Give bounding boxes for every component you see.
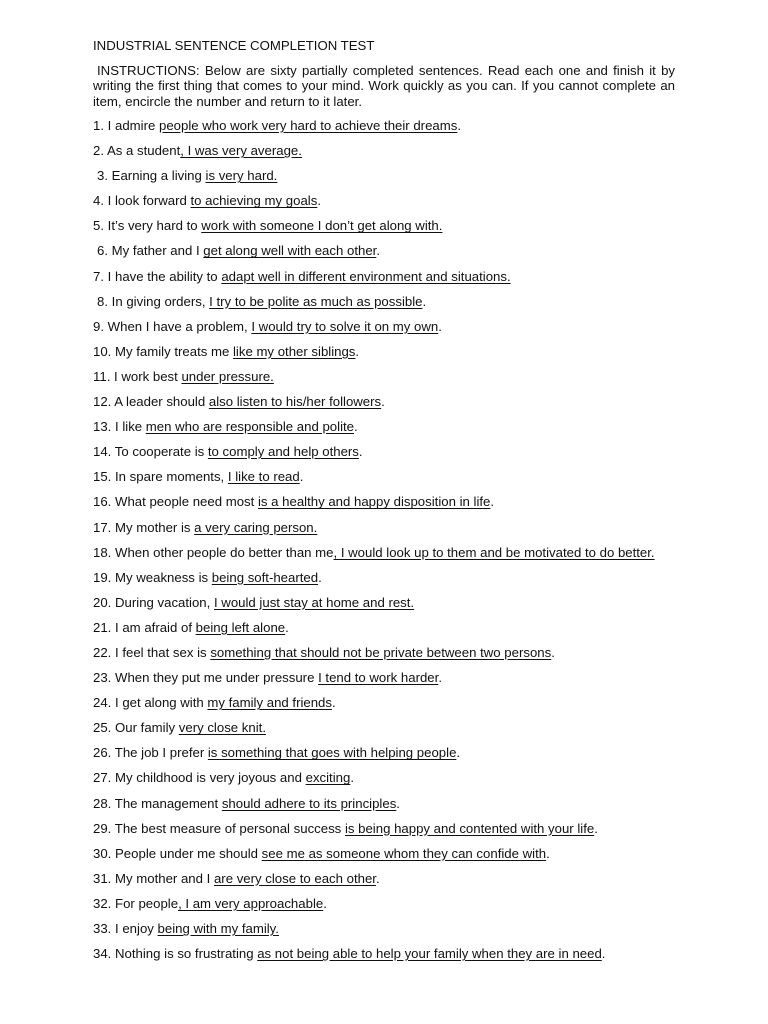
item-stem: My mother and I — [115, 870, 214, 886]
item-stem: My childhood is very joyous and — [115, 770, 306, 786]
item-number: 21. — [93, 619, 112, 635]
item-answer: my family and friends — [207, 695, 332, 711]
item-stem: I like — [115, 419, 146, 435]
sentence-item — [93, 344, 675, 360]
item-answer: to achieving my goals — [190, 193, 318, 209]
item-answer: being with my family. — [157, 921, 279, 936]
sentence-item — [93, 444, 675, 460]
item-answer: are very close to each other — [213, 870, 376, 886]
item-stem: I enjoy — [115, 921, 158, 936]
sentence-item — [93, 871, 675, 887]
instructions-paragraph: INSTRUCTIONS: Below are sixty partially completed sentences. Read each one and finish it by writing the first thing that comes to your mind. Work quickly as you can. If you cannot complete an item, encircle the number and return to it later. — [93, 62, 675, 109]
item-stem: I have the ability to — [107, 268, 222, 284]
item-number: 29. — [93, 820, 112, 836]
item-stem: I admire — [107, 118, 159, 133]
item-answer: is a healthy and happy disposition in life — [257, 494, 491, 510]
item-tail: . — [601, 946, 606, 962]
item-number: 13. — [93, 419, 112, 435]
item-stem: What people need most — [115, 494, 258, 510]
sentence-item — [93, 469, 675, 485]
sentence-item — [93, 921, 675, 937]
sentence-item — [93, 168, 675, 184]
item-tail: . — [285, 619, 289, 635]
item-stem: It’s very hard to — [107, 218, 202, 234]
item-stem: My weakness is — [115, 569, 212, 585]
item-tail: . — [438, 670, 442, 686]
sentence-item — [93, 570, 675, 586]
item-number: 24. — [93, 695, 112, 711]
sentence-item — [93, 294, 675, 310]
item-number: 20. — [93, 594, 112, 610]
item-stem: The best measure of personal success — [114, 820, 345, 836]
item-stem: I feel that sex is — [115, 644, 211, 660]
item-answer: very close knit. — [178, 720, 266, 736]
sentence-item — [93, 796, 675, 812]
sentence-item — [93, 394, 675, 410]
item-stem: The management — [114, 795, 222, 811]
sentence-item — [93, 821, 675, 837]
item-stem: As a student — [106, 143, 181, 159]
item-tail: . — [323, 895, 327, 911]
item-tail: . — [546, 845, 550, 861]
item-tail: . — [381, 394, 385, 410]
item-answer: , I would look up to them and be motivated to do better. — [333, 544, 655, 560]
item-tail: . — [456, 745, 461, 761]
item-answer: I would just stay at home and rest. — [213, 594, 415, 610]
item-number: 8. — [97, 293, 108, 309]
item-stem: During vacation, — [115, 594, 214, 610]
item-number: 15. — [93, 469, 112, 485]
item-stem: In spare moments, — [115, 469, 228, 485]
item-stem: When other people do better than me — [115, 544, 334, 560]
item-tail: . — [438, 318, 442, 334]
sentence-item — [93, 595, 675, 611]
item-answer: is something that goes with helping people — [207, 745, 457, 761]
sentence-item — [93, 770, 675, 786]
item-number: 27. — [93, 770, 112, 786]
sentence-item — [93, 369, 675, 385]
sentence-item — [93, 896, 675, 912]
sentence-item — [93, 846, 675, 862]
document-title: INDUSTRIAL SENTENCE COMPLETION TEST — [93, 38, 375, 53]
item-number: 26. — [93, 745, 112, 761]
item-answer: a very caring person. — [194, 519, 318, 535]
item-stem: People under me should — [115, 845, 262, 861]
item-tail: . — [375, 870, 380, 886]
item-stem: Our family — [115, 720, 179, 736]
item-number: 10. — [93, 343, 112, 359]
item-number: 16. — [93, 494, 112, 510]
sentence-item — [93, 946, 675, 962]
sentence-item — [93, 319, 675, 335]
item-number: 4. — [93, 193, 104, 209]
item-answer: see me as someone whom they can confide with — [261, 845, 547, 861]
item-answer: I try to be polite as much as possible — [209, 293, 423, 309]
item-answer: exciting — [305, 770, 351, 786]
item-number: 3. — [97, 168, 108, 184]
item-tail: . — [350, 770, 354, 786]
item-number: 12. — [93, 394, 112, 410]
item-number: 25. — [93, 720, 112, 736]
sentence-item — [93, 419, 675, 435]
item-stem: Nothing is so frustrating — [115, 946, 258, 962]
item-stem: I am afraid of — [115, 619, 196, 635]
item-answer: being left alone — [195, 619, 286, 635]
item-tail: . — [331, 695, 336, 711]
item-answer: I like to read — [227, 469, 300, 485]
item-tail: . — [299, 469, 304, 485]
item-stem: A leader should — [114, 394, 209, 410]
item-number: 34. — [93, 946, 112, 962]
item-tail: . — [594, 820, 598, 836]
item-answer: get along well with each other — [203, 243, 377, 259]
item-number: 18. — [93, 544, 112, 560]
item-answer: should adhere to its principles — [221, 795, 397, 811]
sentence-item — [93, 218, 675, 234]
item-stem: To cooperate is — [114, 444, 208, 460]
item-stem: My family treats me — [115, 343, 233, 359]
item-tail: . — [318, 569, 322, 585]
item-stem: My mother is — [115, 519, 195, 535]
item-answer: is being happy and contented with your life — [344, 820, 595, 836]
item-stem: I look forward — [107, 193, 191, 209]
item-number: 33. — [93, 921, 112, 936]
item-tail: . — [396, 795, 400, 811]
sentence-item — [93, 620, 675, 636]
sentence-item — [93, 545, 675, 561]
item-stem: I get along with — [115, 695, 208, 711]
item-stem: When they put me under pressure — [115, 670, 319, 686]
item-answer: adapt well in different environment and situations. — [221, 268, 511, 284]
item-stem: My father and I — [111, 243, 204, 259]
item-tail: . — [422, 293, 427, 309]
item-answer: , I am very approachable — [178, 895, 324, 911]
item-stem: When I have a problem, — [107, 318, 252, 334]
item-number: 5. — [93, 218, 104, 234]
item-tail: . — [490, 494, 495, 510]
document-page — [93, 38, 675, 971]
item-number: 11. — [93, 368, 111, 384]
item-number: 1. — [93, 118, 104, 133]
item-answer: is very hard. — [205, 168, 278, 184]
item-number: 17. — [93, 519, 112, 535]
sentence-list — [93, 118, 675, 962]
item-number: 31. — [93, 870, 112, 886]
item-tail: . — [358, 444, 363, 460]
item-tail: . — [355, 343, 360, 359]
sentence-item — [93, 695, 675, 711]
item-stem: I work best — [114, 368, 182, 384]
item-answer: also listen to his/her followers — [208, 394, 382, 410]
item-answer: as not being able to help your family when they are in need — [257, 946, 602, 962]
item-tail: . — [376, 243, 380, 259]
item-number: 30. — [93, 845, 112, 861]
sentence-item — [93, 193, 675, 209]
item-stem: For people — [115, 895, 179, 911]
sentence-item — [93, 645, 675, 661]
item-tail: . — [551, 644, 555, 660]
item-tail: . — [354, 419, 358, 435]
item-answer: like my other siblings — [233, 343, 356, 359]
item-number: 14. — [93, 444, 112, 460]
item-answer: something that should not be private between two persons — [210, 644, 552, 660]
item-stem: In giving orders, — [111, 293, 210, 309]
item-answer: being soft-hearted — [211, 569, 319, 585]
item-stem: Earning a living — [111, 168, 206, 184]
item-answer: to comply and help others — [207, 444, 359, 460]
item-number: 6. — [97, 243, 108, 259]
item-answer: work with someone I don’t get along with. — [201, 218, 443, 234]
item-stem: The job I prefer — [114, 745, 208, 761]
item-answer: , I was very average. — [180, 143, 302, 159]
item-number: 9. — [93, 318, 104, 334]
sentence-item — [93, 269, 675, 285]
item-number: 22. — [93, 644, 112, 660]
item-answer: under pressure. — [181, 368, 274, 384]
item-number: 32. — [93, 895, 112, 911]
item-tail: . — [317, 193, 321, 209]
item-answer: I would try to solve it on my own — [251, 318, 439, 334]
item-number: 19. — [93, 569, 112, 585]
item-number: 2. — [93, 143, 104, 159]
item-answer: I tend to work harder — [318, 670, 439, 686]
sentence-item — [93, 118, 675, 134]
sentence-item — [93, 143, 675, 159]
item-number: 28. — [93, 795, 112, 811]
sentence-item — [93, 494, 675, 510]
sentence-item — [93, 243, 675, 259]
item-answer: people who work very hard to achieve their dreams — [158, 118, 458, 133]
sentence-item — [93, 745, 675, 761]
sentence-item — [93, 670, 675, 686]
item-answer: men who are responsible and polite — [145, 419, 354, 435]
item-number: 23. — [93, 670, 112, 686]
sentence-item — [93, 520, 675, 536]
item-tail: . — [457, 118, 461, 133]
sentence-item — [93, 720, 675, 736]
item-number: 7. — [93, 268, 104, 284]
